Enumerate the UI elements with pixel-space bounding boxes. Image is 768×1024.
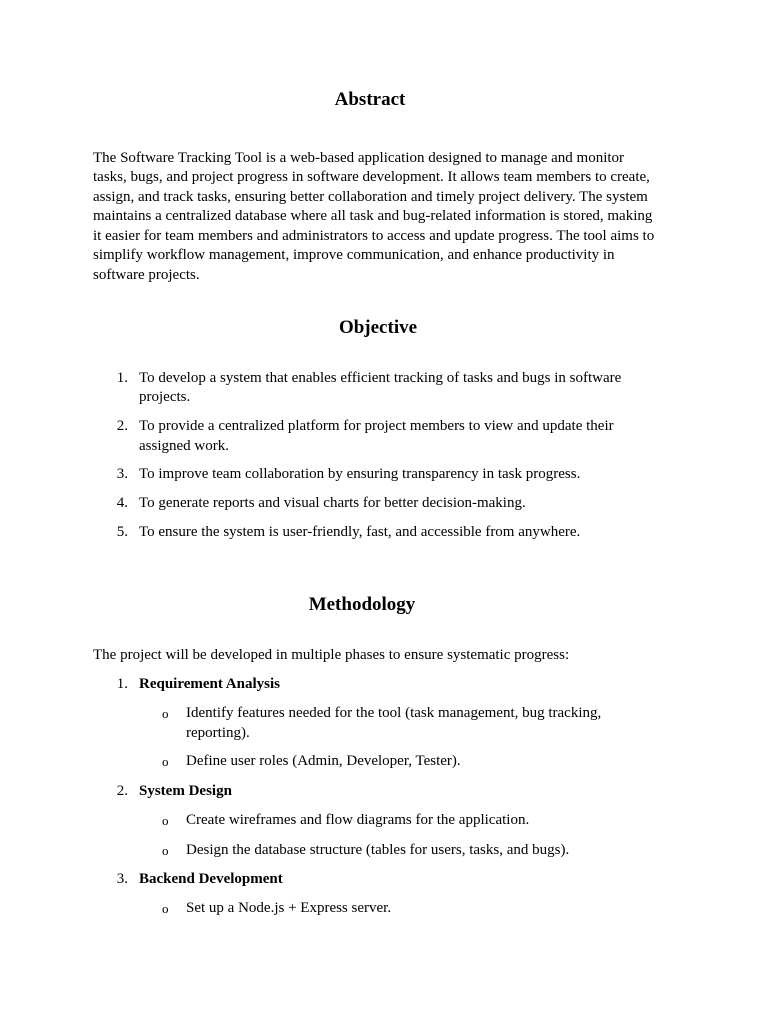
abstract-line: The Software Tracking Tool is a web-based application designed to manage and monitor — [93, 150, 625, 166]
abstract-heading: Abstract — [334, 89, 406, 110]
bullet-icon: o — [162, 813, 169, 828]
bullet-icon: o — [162, 901, 169, 916]
list-number: 3. — [116, 466, 128, 482]
abstract-line: assign, and track tasks, ensuring better collaboration and timely project delivery. The system — [93, 189, 648, 205]
phase-number: 2. — [116, 783, 128, 799]
list-number: 2. — [116, 418, 128, 434]
methodology-heading: Methodology — [308, 594, 416, 615]
phase-number: 3. — [116, 871, 128, 887]
list-item-text: projects. — [139, 389, 191, 405]
bullet-text: reporting). — [186, 725, 250, 741]
phase-title: Backend Development — [139, 871, 283, 887]
abstract-line: tasks, bugs, and project progress in software development. It allows team members to create, — [93, 169, 650, 185]
bullet-icon: o — [162, 843, 169, 858]
bullet-text: Design the database structure (tables for users, tasks, and bugs). — [186, 842, 570, 858]
list-item-text: assigned work. — [139, 438, 229, 454]
abstract-line: it easier for team members and administrators to access and update progress. The tool aims to — [93, 228, 655, 244]
list-item-text: To develop a system that enables efficient tracking of tasks and bugs in software — [139, 370, 622, 386]
bullet-text: Define user roles (Admin, Developer, Tester). — [186, 753, 461, 769]
phase-number: 1. — [116, 676, 128, 692]
list-item-text: To improve team collaboration by ensuring transparency in task progress. — [139, 466, 581, 482]
list-number: 5. — [116, 524, 128, 540]
phase-title: Requirement Analysis — [139, 676, 280, 692]
phase-title: System Design — [139, 783, 232, 799]
bullet-text: Create wireframes and flow diagrams for the application. — [186, 812, 530, 828]
abstract-line: maintains a centralized database where all task and bug-related information is stored, making — [93, 208, 653, 224]
bullet-icon: o — [162, 754, 169, 769]
bullet-icon: o — [162, 706, 169, 721]
methodology-intro: The project will be developed in multiple phases to ensure systematic progress: — [93, 647, 570, 663]
list-number: 4. — [116, 495, 128, 511]
bullet-text: Identify features needed for the tool (task management, bug tracking, — [186, 705, 602, 721]
bullet-text: Set up a Node.js + Express server. — [186, 900, 392, 916]
list-number: 1. — [116, 370, 128, 386]
list-item-text: To ensure the system is user-friendly, fast, and accessible from anywhere. — [139, 524, 581, 540]
abstract-line: simplify workflow management, improve communication, and enhance productivity in — [93, 247, 615, 263]
list-item-text: To provide a centralized platform for project members to view and update their — [139, 418, 614, 434]
abstract-line: software projects. — [93, 267, 200, 283]
objective-heading: Objective — [338, 317, 418, 338]
list-item-text: To generate reports and visual charts for better decision-making. — [139, 495, 526, 511]
